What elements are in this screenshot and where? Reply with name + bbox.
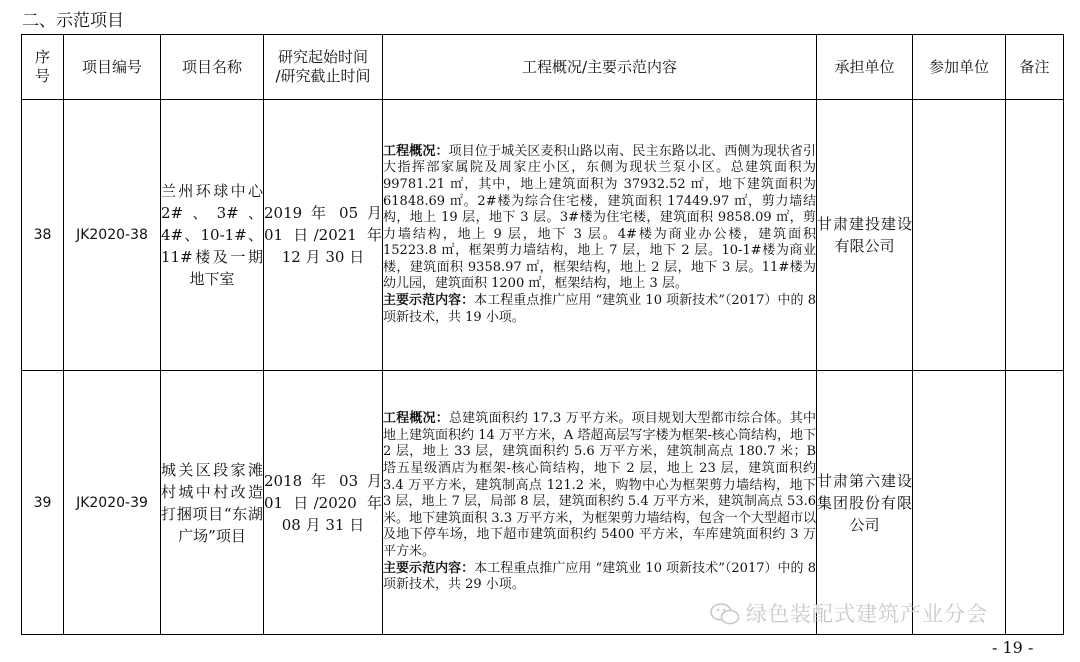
header-name: 项目名称 — [161, 35, 264, 100]
row-seq: 39 — [22, 371, 64, 635]
row-participant — [913, 100, 1006, 371]
demo-projects-table — [21, 34, 1064, 635]
row-content — [383, 371, 817, 635]
demo-text: 本工程重点推广应用 “建筑业 10 项新技术”（2017）中的 8 项新技术，共 29 小项。 — [383, 560, 816, 593]
header-seq: 序 号 — [22, 35, 64, 100]
table-header-row — [22, 35, 1064, 100]
overview-text: 总建筑面积约 17.3 万平方米。项目规划大型都市综合体。其中地上建筑面积约 14 万平方米，A 塔超高层写字楼为框架-核心筒结构，地下 2 层，地上 33 层，建筑面积约 5.6 万平方米，建筑制高点 180.7 米；B 塔五星级酒店为框架-核心筒结构，地下 2 层，地上 23 层，建筑面积约 3.4 万平方米，建筑制高点 121.2 米，购物中心为框架剪力墙结构，地下 3 层，地上 7 层，局部 8 层，建筑面积约 5.4 万平方米，建筑制高点 53.6 米。地下建筑面积 3.3 万平方米，为框架剪力墙结构，包含一个大型超市以及地下停车场，地下超市建筑面积约 5400 平方米，车库建筑面积约 3 万平方米。 — [383, 411, 816, 559]
header-code: 项目编号 — [64, 35, 161, 100]
demo-text: 本工程重点推广应用 “建筑业 10 项新技术”（2017）中的 8 项新技术，共 19 小项。 — [383, 293, 816, 325]
page-number: - 19 - — [992, 638, 1034, 657]
demo-label: 主要示范内容： — [383, 560, 475, 576]
watermark-text: 绿色装配式建筑产业分会 — [746, 602, 988, 626]
header-participant: 参加单位 — [913, 35, 1006, 100]
header-remark: 备注 — [1006, 35, 1064, 100]
header-period: 研究起始时间 /研究截止时间 — [264, 35, 383, 100]
section-title: 二、示范项目 — [22, 11, 124, 31]
row-content — [383, 100, 817, 371]
table-row — [22, 371, 1064, 635]
row-undertaker: 甘肃第六建设集团股份有限公司 — [817, 371, 913, 635]
row-code: JK2020-39 — [64, 371, 161, 635]
row-participant — [913, 371, 1006, 635]
header-undertaker: 承担单位 — [817, 35, 913, 100]
overview-label: 工程概况： — [383, 143, 449, 159]
row-name: 城关区段家滩村城中村改造打捆项目“东湖广场”项目 — [161, 371, 264, 635]
watermark — [710, 598, 988, 628]
row-period: 2018 年 03 月 01 日/2020 年 08 月 31 日 — [264, 371, 383, 635]
row-name: 兰州环球中心 2#、3#、4#、10-1#、11#楼及一期地下室 — [161, 100, 264, 371]
header-content: 工程概况/主要示范内容 — [383, 35, 817, 100]
overview-label: 工程概况： — [383, 411, 449, 427]
wechat-icon — [710, 603, 740, 625]
demo-label: 主要示范内容： — [383, 293, 475, 309]
row-seq: 38 — [22, 100, 64, 371]
row-undertaker: 甘肃建投建设有限公司 — [817, 100, 913, 371]
table-row — [22, 100, 1064, 371]
row-code: JK2020-38 — [64, 100, 161, 371]
row-remark — [1006, 100, 1064, 371]
overview-text: 项目位于城关区麦积山路以南、民主东路以北、西侧为现状省引大指挥部家属院及周家庄小区，东侧为现状兰泵小区。总建筑面积为 99781.21 ㎡，其中，地上建筑面积为 37932.52 ㎡，地下建筑面积为 61848.69 ㎡。2#楼为综合住宅楼，建筑面积 17449.97 ㎡，剪力墙结构，地上 19 层，地下 3 层。3#楼为住宅楼，建筑面积 9858.09 ㎡，剪力墙结构，地上 9 层，地下 3 层。4#楼为商业办公楼，建筑面积 15223.8 ㎡，框架剪力墙结构，地上 7 层，地下 2 层。10-1#楼为商业楼，建筑面积 9358.97 ㎡，框架结构，地上 2 层，地下 3 层。11#楼为幼儿园，建筑面积 1200 ㎡，框架结构，地上 3 层。 — [383, 143, 816, 292]
row-period: 2019 年 05 月 01 日/2021 年 12 月 30 日 — [264, 100, 383, 371]
row-remark — [1006, 371, 1064, 635]
